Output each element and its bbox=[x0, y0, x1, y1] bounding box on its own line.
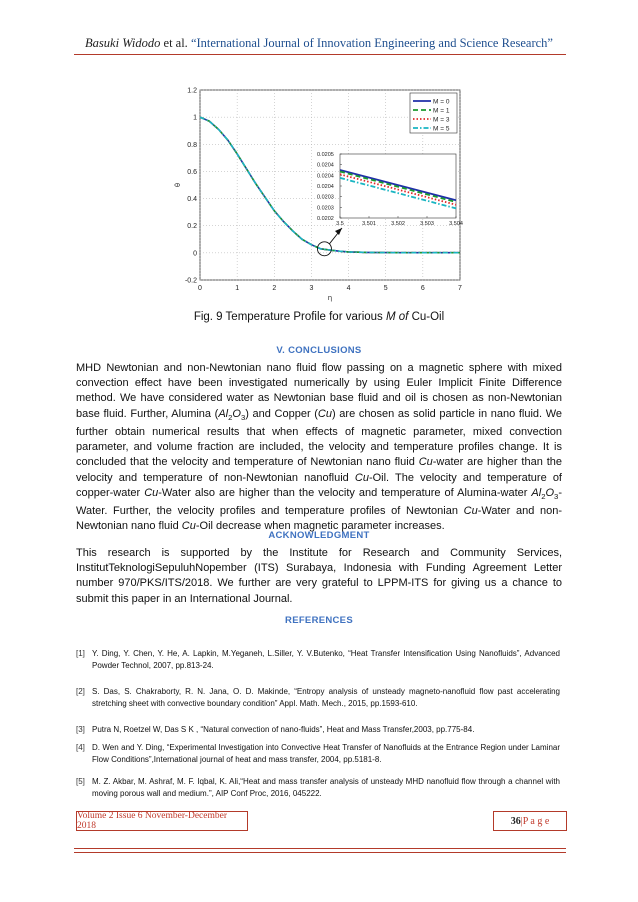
acknowledgment-heading: ACKNOWLEDGMENT bbox=[268, 530, 370, 541]
header-etal: et al. bbox=[160, 36, 188, 50]
y-tick-label: 0.2 bbox=[187, 223, 197, 231]
y-tick-label: 0.8 bbox=[187, 141, 197, 149]
page-label: |P a g e bbox=[520, 815, 550, 827]
temperature-profile-chart bbox=[170, 80, 470, 302]
footer-issue: Volume 2 Issue 6 November-December 2018 bbox=[76, 811, 248, 831]
inset-y-tick-label: 0.0205 bbox=[317, 152, 334, 158]
y-tick-label: 0 bbox=[193, 250, 197, 258]
figure-caption bbox=[0, 311, 638, 323]
footer-page bbox=[493, 811, 567, 831]
running-header bbox=[0, 36, 638, 51]
page-number: 36 bbox=[510, 815, 521, 827]
legend-label: M = 3 bbox=[433, 116, 450, 124]
x-axis-label: η bbox=[327, 294, 333, 302]
header-rule bbox=[74, 54, 566, 55]
y-tick-label: -0.2 bbox=[184, 277, 197, 285]
inset-y-tick-label: 0.0202 bbox=[317, 216, 334, 222]
y-tick-label: 1 bbox=[193, 114, 197, 122]
y-tick-label: 0.6 bbox=[187, 168, 197, 176]
inset-x-tick-label: 3.5 bbox=[336, 221, 344, 227]
x-tick-label: 0 bbox=[198, 285, 202, 292]
inset-x-tick-label: 3.504 bbox=[449, 221, 463, 227]
acknowledgment-paragraph: This research is supported by the Institute for Research and Community Services, InstitutTeknologiSepuluhNopember (ITS) Surabaya, Indonesia with Funding Agreement Letter number 970/PKS/ITS/2018. We further are very grateful to LPPM-ITS for giving us a chance to submit this paper in an International Journal. bbox=[76, 547, 562, 605]
x-tick-label: 3 bbox=[309, 285, 314, 292]
legend-label: M = 5 bbox=[433, 125, 450, 133]
y-axis-label: θ bbox=[174, 182, 182, 188]
footer-rule bbox=[74, 848, 566, 853]
y-tick-label: 1.2 bbox=[187, 87, 197, 95]
inset-y-tick-label: 0.0204 bbox=[317, 173, 334, 180]
legend-label: M = 0 bbox=[433, 98, 450, 106]
references-heading: REFERENCES bbox=[285, 615, 353, 626]
caption-var: M bbox=[386, 311, 396, 323]
x-tick-label: 7 bbox=[458, 285, 462, 292]
x-tick-label: 5 bbox=[383, 285, 388, 292]
y-tick-label: 0.4 bbox=[187, 196, 197, 204]
conclusions-paragraph: MHD Newtonian and non-Newtonian nano fluid flow passing on a magnetic sphere with mixed convection effect have been investigated numerically by using Euler Implicit Finite Difference method. We have considered water as Newtonian base fluid and oil is chosen as non-Newtonian base fluid. Further, Alumina $(Al_2O_3)$ and Copper (Cu) are chosen as solid particle in nano fluid. We further obtain numerical results that when effects of magnetic parameter, mixed convection parameter, and volume fraction are included, the velocity and temperature profiles change. It is concluded that the velocity and temperature of Newtonian nano fluid Cu-water are higher than the velocity and temperature of non-Newtonian nanofluid Cu-Oil. The velocity and temperature of copper-water Cu-Water also are higher than the velocity and temperature of Alumina-water $Al_2O_3$-Water. Further, the velocity profiles and temperature profiles of Newtonian Cu-Water and non-Newtonian nano fluid Cu-Oil decrease when magnetic parameter increases. bbox=[76, 362, 563, 533]
conclusions-heading: V. CONCLUSIONS bbox=[276, 345, 362, 356]
caption-prefix: Fig. 9 Temperature Profile for various bbox=[193, 311, 386, 323]
inset-y-tick-label: 0.0204 bbox=[317, 184, 334, 190]
legend bbox=[410, 93, 457, 133]
inset-x-tick-label: 3.501 bbox=[362, 221, 376, 227]
x-tick-label: 4 bbox=[346, 285, 351, 292]
x-tick-label: 1 bbox=[235, 285, 240, 292]
caption-mid: of bbox=[395, 311, 412, 323]
inset-y-tick-label: 0.0203 bbox=[317, 194, 334, 201]
inset-y-tick-label: 0.0204 bbox=[317, 162, 334, 169]
caption-suffix: Cu-Oil bbox=[411, 311, 445, 323]
inset-x-tick-label: 3.502 bbox=[391, 221, 405, 227]
header-authors: Basuki Widodo bbox=[85, 36, 161, 50]
inset-x-tick-label: 3.503 bbox=[420, 221, 434, 227]
inset-y-tick-label: 0.0203 bbox=[317, 205, 334, 212]
x-tick-label: 2 bbox=[272, 285, 277, 292]
header-journal: “International Journal of Innovation Engineering and Science Research” bbox=[190, 36, 553, 50]
legend-label: M = 1 bbox=[433, 107, 450, 115]
x-tick-label: 6 bbox=[420, 285, 425, 292]
